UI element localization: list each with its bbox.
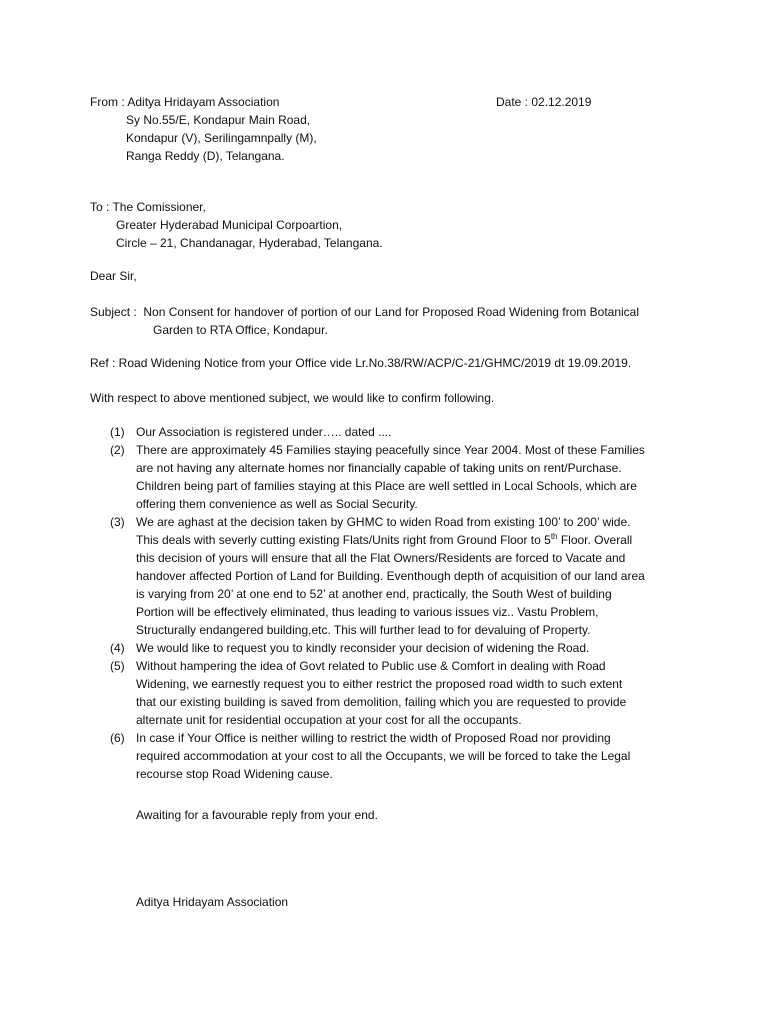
point-line: is varying from 20’ at one end to 52’ at another end, practically, the South West of building bbox=[136, 587, 612, 601]
point-line: handover affected Portion of Land for Building. Eventhough depth of acquisition of our land area bbox=[136, 569, 645, 583]
point-line-text: This deals with severly cutting existing Flats/Units right from Ground Floor to 5 bbox=[136, 533, 551, 547]
from-label: From : bbox=[90, 95, 125, 109]
point-item bbox=[110, 423, 700, 441]
to-line bbox=[90, 198, 690, 216]
closing-line: Awaiting for a favourable reply from your end. bbox=[136, 808, 378, 822]
point-line: are not having any alternate homes nor financially capable of taking units on rent/Purchase. bbox=[136, 461, 622, 475]
to-name: The Comissioner, bbox=[112, 200, 206, 214]
salutation: Dear Sir, bbox=[90, 269, 137, 283]
point-line: that our existing building is saved from demolition, failing which you are requested to provide bbox=[136, 695, 627, 709]
point-line: alternate unit for residential occupation at your cost for all the occupants. bbox=[136, 713, 522, 727]
point-line: In case if Your Office is neither willing to restrict the width of Proposed Road nor providing bbox=[136, 731, 611, 745]
subject-text: Non Consent for handover of portion of our Land for Proposed Road Widening from Botanical bbox=[143, 305, 640, 319]
from-address-line: Kondapur (V), Serilingamnpally (M), bbox=[126, 131, 317, 145]
point-item bbox=[110, 513, 700, 639]
point-line bbox=[136, 531, 700, 549]
point-number: (5) bbox=[110, 659, 125, 673]
point-number: (4) bbox=[110, 641, 125, 655]
to-address-line: Greater Hyderabad Municipal Corpoartion, bbox=[116, 218, 343, 232]
from-address-line: Sy No.55/E, Kondapur Main Road, bbox=[126, 113, 311, 127]
superscript: th bbox=[550, 532, 558, 541]
point-item bbox=[110, 729, 700, 783]
point-item bbox=[110, 441, 700, 513]
point-line: Our Association is registered under….. dated .... bbox=[136, 425, 392, 439]
from-line bbox=[90, 93, 690, 111]
point-line: We would like to request you to kindly reconsider your decision of widening the Road. bbox=[136, 641, 590, 655]
point-item bbox=[110, 639, 700, 657]
from-address-line: Ranga Reddy (D), Telangana. bbox=[126, 149, 285, 163]
point-number: (3) bbox=[110, 515, 125, 529]
signature: Aditya Hridayam Association bbox=[136, 895, 289, 909]
point-line: Structurally endangered building,etc. This will further lead to for devaluing of Property. bbox=[136, 623, 591, 637]
point-line: required accommodation at your cost to all the Occupants, we will be forced to take the Legal bbox=[136, 749, 631, 763]
point-line: Without hampering the idea of Govt related to Public use & Comfort in dealing with Road bbox=[136, 659, 606, 673]
point-line: Children being part of families staying at this Place are well settled in Local Schools, which are bbox=[136, 479, 637, 493]
to-address-line: Circle – 21, Chandanagar, Hyderabad, Telangana. bbox=[116, 236, 383, 250]
point-line: We are aghast at the decision taken by GHMC to widen Road from existing 100’ to 200’ wide. bbox=[136, 515, 631, 529]
point-number: (6) bbox=[110, 731, 125, 745]
point-line-text: Floor. Overall bbox=[557, 533, 633, 547]
subject-label: Subject : bbox=[90, 305, 137, 319]
point-line: Portion will be effectively eliminated, thus leading to various issues viz.. Vastu Problem, bbox=[136, 605, 599, 619]
reference-line: Ref : Road Widening Notice from your Office vide Lr.No.38/RW/ACP/C-21/GHMC/2019 dt 19.09.2019. bbox=[90, 356, 632, 370]
subject-block bbox=[90, 303, 690, 339]
points-list bbox=[110, 423, 700, 783]
subject-line bbox=[90, 303, 690, 321]
point-line: this decision of yours will ensure that all the Flat Owners/Residents are forced to Vacate and bbox=[136, 551, 626, 565]
letter-date: Date : 02.12.2019 bbox=[496, 95, 592, 109]
to-block bbox=[90, 198, 690, 252]
point-line: Widening, we earnestly request you to either restrict the proposed road width to such extent bbox=[136, 677, 623, 691]
to-label: To : bbox=[90, 200, 110, 214]
point-number: (2) bbox=[110, 443, 125, 457]
from-block bbox=[90, 93, 690, 165]
point-item bbox=[110, 657, 700, 729]
subject-text-continued: Garden to RTA Office, Kondapur. bbox=[153, 323, 328, 337]
point-line: There are approximately 45 Families staying peacefully since Year 2004. Most of these Families bbox=[136, 443, 645, 457]
point-line: recourse stop Road Widening cause. bbox=[136, 767, 333, 781]
from-name: Aditya Hridayam Association bbox=[127, 95, 280, 109]
point-number: (1) bbox=[110, 425, 125, 439]
point-line: offering them convenience as well as Social Security. bbox=[136, 497, 418, 511]
intro-line: With respect to above mentioned subject, we would like to confirm following. bbox=[90, 391, 495, 405]
